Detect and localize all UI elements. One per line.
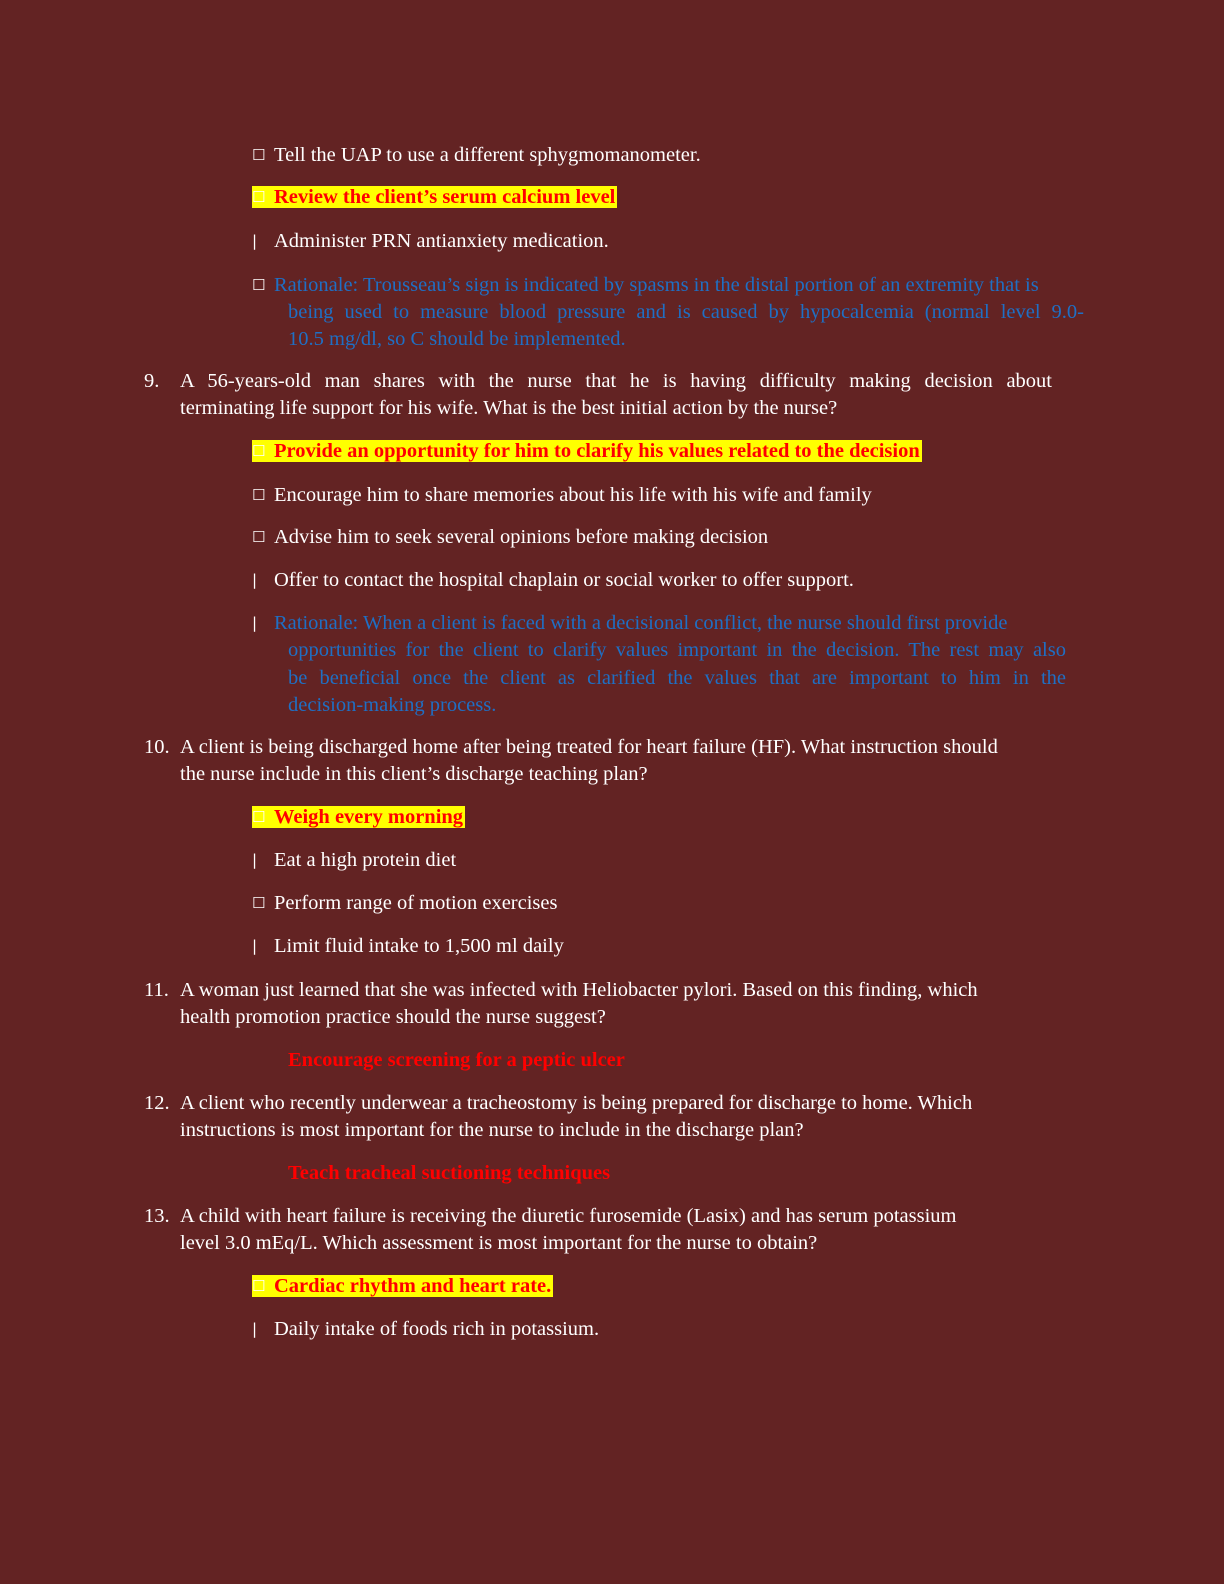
q9-rationale-line-4: decision-making process. (288, 694, 497, 716)
checkbox-icon: ☐ (252, 808, 266, 826)
q9-option-c-text: Advise him to seek several opinions before making decision (274, 526, 769, 548)
q8-rationale-text-1: Rationale: Trousseau’s sign is indicated by spasms in the distal portion of an extremity that is (274, 274, 1039, 296)
answer-highlight (252, 440, 922, 462)
bar-bullet-icon: | (252, 571, 258, 589)
q13-option-a-answer (252, 1273, 553, 1300)
q10-text-line-2: the nurse include in this client’s discharge teaching plan? (180, 763, 648, 785)
q13-answer-text: Cardiac rhythm and heart rate. (274, 1275, 552, 1297)
bar-bullet-icon: | (252, 1320, 258, 1338)
q8-option-d (252, 228, 609, 255)
q8-rationale-line-1 (252, 272, 1084, 299)
answer-highlight (252, 806, 465, 828)
q13-text-line-1: A child with heart failure is receiving the diuretic furosemide (Lasix) and has serum potassium (180, 1205, 957, 1227)
q8-rationale-line-3: 10.5 mg/dl, so C should be implemented. (288, 328, 626, 350)
q10-option-b (252, 847, 456, 874)
q9-option-b-text: Encourage him to share memories about his life with his wife and family (274, 484, 872, 506)
q9-rationale-line-2: opportunities for the client to clarify values important in the decision. The rest may also (288, 639, 1066, 661)
q10-text-line-1: A client is being discharged home after being treated for heart failure (HF). What instruction should (180, 736, 998, 758)
checkbox-icon: ☐ (252, 894, 266, 912)
checkbox-icon: ☐ (252, 276, 266, 294)
q11-text-line-1: A woman just learned that she was infected with Heliobacter pylori. Based on this finding, which (180, 979, 978, 1001)
q9-option-a-answer (252, 438, 922, 465)
q9-option-d-text: Offer to contact the hospital chaplain or social worker to offer support. (274, 569, 854, 591)
q13-number: 13. (144, 1205, 170, 1227)
q11-number: 11. (144, 979, 169, 1001)
q8-option-b (252, 142, 701, 169)
q12-text-line-2: instructions is most important for the nurse to include in the discharge plan? (180, 1119, 804, 1141)
bar-bullet-icon: | (252, 937, 258, 955)
bar-bullet-icon: | (252, 851, 258, 869)
q12-number: 12. (144, 1092, 170, 1114)
q11-answer: Encourage screening for a peptic ulcer (288, 1049, 625, 1071)
q10-answer-text: Weigh every morning (274, 806, 464, 828)
q8-option-c-answer (252, 184, 617, 211)
q9-answer-text: Provide an opportunity for him to clarify his values related to the decision (274, 440, 920, 462)
checkbox-icon: ☐ (252, 1277, 266, 1295)
q8-option-b-text: Tell the UAP to use a different sphygmomanometer. (274, 144, 701, 166)
answer-highlight (252, 186, 617, 208)
q9-number: 9. (144, 370, 160, 392)
q9-option-c (252, 524, 768, 551)
q9-rationale-text-1: Rationale: When a client is faced with a decisional conflict, the nurse should first provide (274, 612, 1008, 634)
answer-highlight (252, 1275, 553, 1297)
q10-number: 10. (144, 736, 170, 758)
q13-option-b (252, 1316, 599, 1343)
q9-text-line-2: terminating life support for his wife. What is the best initial action by the nurse? (180, 397, 838, 419)
q12-answer: Teach tracheal suctioning techniques (288, 1162, 611, 1184)
q10-option-c (252, 890, 558, 917)
q10-option-b-text: Eat a high protein diet (274, 849, 457, 871)
q9-option-b (252, 482, 872, 509)
checkbox-icon: ☐ (252, 146, 266, 164)
q9-text-line-1: A 56-years-old man shares with the nurse that he is having difficulty making decision about (180, 370, 1052, 392)
q10-option-c-text: Perform range of motion exercises (274, 892, 558, 914)
checkbox-icon: ☐ (252, 486, 266, 504)
q10-option-d (252, 933, 564, 960)
bar-bullet-icon: | (252, 232, 258, 250)
checkbox-icon: ☐ (252, 528, 266, 546)
q10-option-d-text: Limit fluid intake to 1,500 ml daily (274, 935, 564, 957)
q8-answer-text: Review the client’s serum calcium level (274, 186, 616, 208)
q13-text-line-2: level 3.0 mEq/L. Which assessment is most important for the nurse to obtain? (180, 1232, 818, 1254)
q11-text-line-2: health promotion practice should the nurse suggest? (180, 1006, 606, 1028)
q8-option-d-text: Administer PRN antianxiety medication. (274, 230, 609, 252)
bar-bullet-icon: | (252, 614, 258, 632)
q9-rationale-line-3: be beneficial once the client as clarified the values that are important to him in the (288, 667, 1066, 689)
q9-rationale-line-1 (252, 610, 1066, 637)
checkbox-icon: ☐ (252, 442, 266, 460)
q13-option-b-text: Daily intake of foods rich in potassium. (274, 1318, 600, 1340)
checkbox-icon: ☐ (252, 188, 266, 206)
q8-rationale-line-2: being used to measure blood pressure and is caused by hypocalcemia (normal level 9.0- (288, 301, 1084, 323)
q9-option-d (252, 567, 854, 594)
q12-text-line-1: A client who recently underwear a tracheostomy is being prepared for discharge to home. Which (180, 1092, 973, 1114)
q10-option-a-answer (252, 804, 465, 831)
